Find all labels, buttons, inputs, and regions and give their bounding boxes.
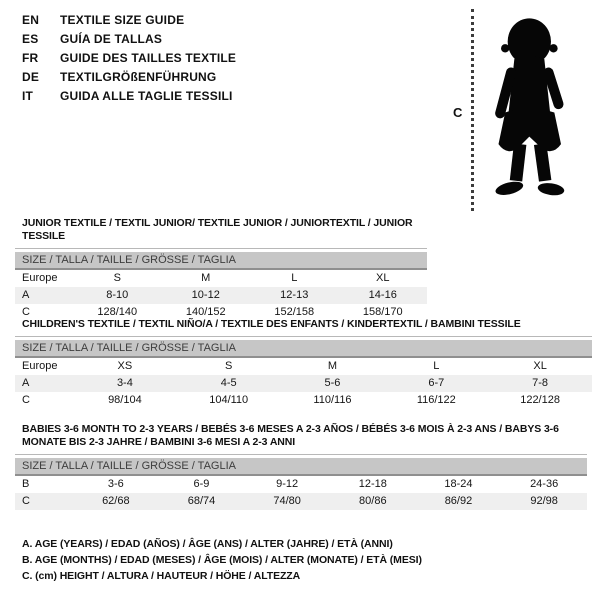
children-size-table	[15, 340, 592, 409]
row-label-cell: Europe	[22, 360, 58, 372]
babies-table-wrap	[15, 454, 587, 510]
language-code: DE	[22, 70, 40, 84]
legend-age-months: B. AGE (MONTHS) / EDAD (MESES) / ÂGE (MOIS) / ALTER (MONATE) / ETÀ (MESI)	[22, 554, 422, 566]
height-dotted-line	[471, 9, 474, 211]
language-code: IT	[22, 89, 34, 103]
junior-size-table	[15, 252, 427, 321]
row-label-cell: Europe	[22, 272, 58, 284]
table-cell: 74/80	[244, 493, 330, 510]
table-row	[15, 357, 592, 375]
table-cell: 3-4	[73, 375, 177, 392]
junior-table-wrap	[15, 248, 427, 321]
table-cell: 80/86	[330, 493, 416, 510]
row-label-cell: A	[15, 375, 73, 392]
table-header-row	[15, 458, 587, 475]
table-cell: 5-6	[281, 375, 385, 392]
table-cell: XL	[376, 272, 390, 284]
language-code: ES	[22, 32, 39, 46]
table-cell: 140/152	[185, 306, 226, 318]
guide-title-en: TEXTILE SIZE GUIDE	[60, 13, 185, 27]
table-cell: 104/110	[209, 394, 249, 406]
table-cell: L	[291, 272, 298, 284]
legend-height-cm: C. (cm) HEIGHT / ALTURA / HAUTEUR / HÖHE / ALTEZZA	[22, 570, 301, 582]
measurement-legend	[22, 536, 422, 584]
table-cell: 6-9	[193, 478, 210, 490]
table-row	[15, 475, 587, 493]
row-label-cell: A	[15, 287, 73, 304]
table-cell: 12-18	[358, 478, 387, 490]
table-cell: 12-13	[250, 287, 339, 304]
language-row-it	[22, 87, 236, 106]
language-row-en	[22, 11, 236, 30]
table-cell: 122/128	[520, 394, 560, 406]
table-cell: 4-5	[177, 375, 281, 392]
language-row-es	[22, 30, 236, 49]
table-cell: 86/92	[416, 493, 502, 510]
language-row-fr	[22, 49, 236, 68]
table-cell: 9-12	[276, 478, 299, 490]
row-label-cell: B	[22, 478, 30, 490]
children-table-title: CHILDREN'S TEXTILE / TEXTIL NIÑO/A / TEXTILE DES ENFANTS / KINDERTEXTIL / BAMBINI TESSILE	[22, 318, 521, 330]
table-cell: 6-7	[384, 375, 488, 392]
height-measure-label: C	[453, 105, 463, 120]
babies-table-title: BABIES 3-6 MONTH TO 2-3 YEARS / BEBÉS 3-6 MESES A 2-3 AÑOS / BÉBÉS 3-6 MOIS À 2-3 ANS / BABYS 3-6 MONATE BIS 2-3 JAHRE / BAMBINI 3-6 MESI A 2-3 ANNI	[22, 423, 559, 448]
table-cell: L	[433, 360, 440, 372]
row-label-cell: C	[22, 394, 30, 406]
language-code: FR	[22, 51, 39, 65]
table-cell: 24-36	[530, 478, 559, 490]
legend-age-years: A. AGE (YEARS) / EDAD (AÑOS) / ÂGE (ANS) / ALTER (JAHRE) / ETÀ (ANNI)	[22, 538, 393, 550]
language-row-de	[22, 68, 236, 87]
table-cell: 158/170	[362, 306, 403, 318]
table-cell: 110/116	[313, 394, 352, 406]
language-title-list	[22, 11, 236, 106]
size-header-cell: SIZE / TALLA / TAILLE / GRÖSSE / TAGLIA	[15, 340, 592, 357]
guide-title-it: GUIDA ALLE TAGLIE TESSILI	[60, 89, 233, 103]
table-cell: 10-12	[162, 287, 251, 304]
table-row	[15, 493, 587, 510]
table-cell: 7-8	[488, 375, 592, 392]
table-cell: S	[113, 272, 121, 284]
table-cell: S	[225, 360, 233, 372]
guide-title-es: GUÍA DE TALLAS	[60, 32, 163, 46]
table-cell: XS	[117, 360, 133, 372]
table-cell: XL	[533, 360, 547, 372]
table-row	[15, 269, 427, 287]
section-junior-textile	[15, 217, 427, 321]
children-table-wrap	[15, 336, 592, 409]
table-cell: M	[201, 272, 211, 284]
table-cell: 152/158	[274, 306, 315, 318]
table-row	[15, 392, 592, 409]
table-cell: 62/68	[73, 493, 159, 510]
row-label-cell: C	[22, 306, 30, 318]
table-cell: 98/104	[108, 394, 142, 406]
junior-table-title: JUNIOR TEXTILE / TEXTIL JUNIOR/ TEXTILE JUNIOR / JUNIORTEXTIL / JUNIOR TESSILE	[22, 217, 413, 242]
table-cell: 92/98	[501, 493, 587, 510]
table-cell: 116/122	[416, 394, 456, 406]
babies-size-table	[15, 458, 587, 510]
table-cell: 128/140	[97, 306, 138, 318]
toddler-silhouette-icon	[481, 5, 581, 215]
row-label-cell: C	[15, 493, 73, 510]
table-header-row	[15, 340, 592, 357]
section-babies-textile	[15, 423, 587, 510]
table-header-row	[15, 252, 427, 269]
language-code: EN	[22, 13, 40, 27]
table-row	[15, 375, 592, 392]
table-cell: 14-16	[339, 287, 428, 304]
table-cell: 18-24	[444, 478, 473, 490]
table-cell: M	[327, 360, 338, 372]
guide-title-fr: GUIDE DES TAILLES TEXTILE	[60, 51, 237, 65]
table-cell: 8-10	[73, 287, 162, 304]
size-header-cell: SIZE / TALLA / TAILLE / GRÖSSE / TAGLIA	[15, 252, 427, 269]
table-cell: 3-6	[107, 478, 124, 490]
section-children-textile	[15, 318, 592, 409]
table-cell: 68/74	[159, 493, 245, 510]
table-row	[15, 287, 427, 304]
guide-title-de: TEXTILGRÖßENFÜHRUNG	[60, 70, 217, 84]
size-header-cell: SIZE / TALLA / TAILLE / GRÖSSE / TAGLIA	[15, 458, 587, 475]
